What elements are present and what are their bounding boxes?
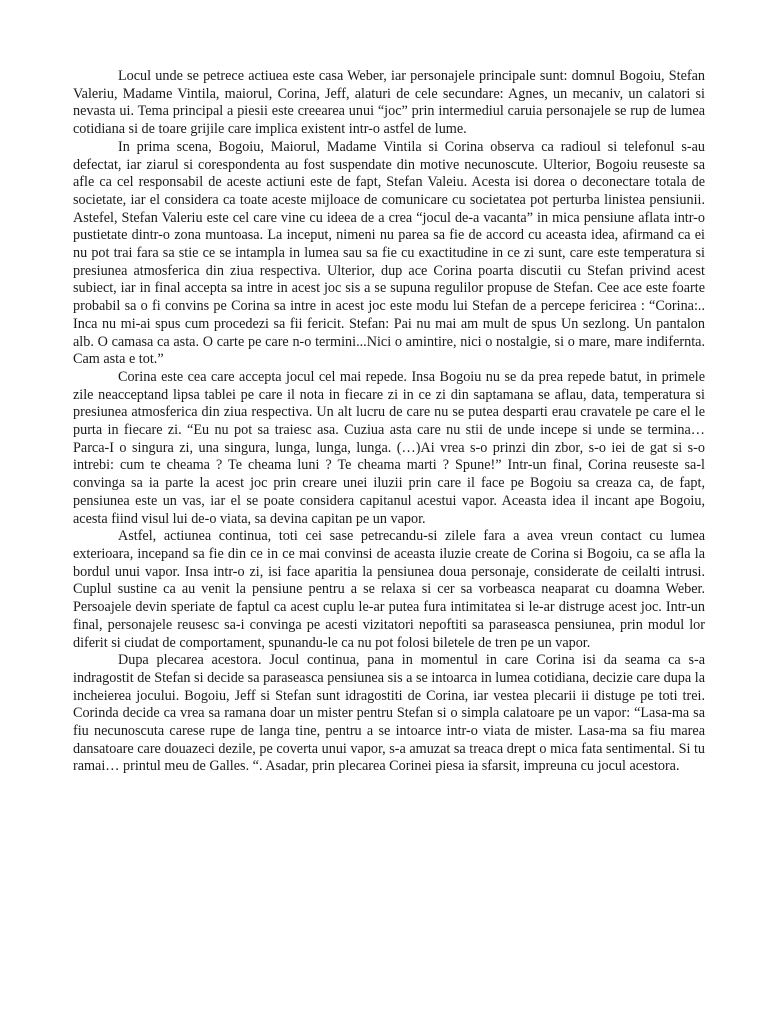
document-body [73, 68, 705, 776]
paragraph-intruders: Astfel, actiunea continua, toti cei sase petrecandu-si zilele fara a avea vreun contact cu lumea exterioara, incepand sa fie din ce in ce mai convinsi de aceasta iluzie create de Corina si Bogoiu, ca se afla la bordul unui vapor. Insa intr-o zi, isi face aparitia la pensiunea doua personaje, considerate de ceilalti intrusi. Cuplul sustine ca au venit la pensiune pentru a se relaxa si cer sa vorbeasca neaparat cu doamna Weber. Persoajele devin speriate de faptul ca acest cuplu le-ar putea fura intimitatea si le-ar distruge acest joc. Intr-un final, personajele reusesc sa-i convinga pe acesti vizitatori nepoftiti sa paraseasca pensiunea, prin modul lor diferit si ciudat de comportament, spunandu-le ca nu pot folosi biletele de tren pe un vapor. [73, 528, 705, 651]
paragraph-ending: Dupa plecarea acestora. Jocul continua, pana in momentul in care Corina isi da seama ca s-a indragostit de Stefan si decide sa paraseasca pensiunea sis a se intoarca in lumea cotidiana, decizie care dupa la incheierea jocului. Bogoiu, Jeff si Stefan sunt idragostiti de Corina, iar vestea plecarii ii distuge pe toti trei. Corinda decide ca vrea sa ramana doar un mister pentru Stefan si o simpla calatoare pe un vapor: “Lasa-ma sa fiu necunoscuta carese rupe de langa tine, pentru a se intoarce intr-o viata de mister. Lasa-ma sa fiu marea dansatoare care douazeci dezile, pe coverta unui vapor, s-a amuzat sa treaca drept o mica fata sentimental. Si tu ramai… printul meu de Galles. “. Asadar, prin plecarea Corinei piesa ia sfarsit, impreuna cu jocul acestora. [73, 652, 705, 775]
paragraph-first-scene: In prima scena, Bogoiu, Maiorul, Madame Vintila si Corina observa ca radioul si telefonul s-au defectat, iar ziarul si corespondenta au fost suspendate din motive necunoscute. Ulterior, Bogoiu reuseste sa afle ca cel responsabil de aceste actiuni este de fapt, Stefan Valeiu. Acesta isi dorea o deconectare totala de societate, iar el considera ca toate aceste mijloace de comunicare cu societatea pot perturba linistea pensiunii. Astefel, Stefan Valeriu este cel care vine cu ideea de a crea “jocul de-a vacanta” in mica pensiune aflata intr-o pustietate dintr-o zona muntoasa. La inceput, nimeni nu parea sa fie de accord cu aceasta idea, afirmand ca ei nu pot trai fara sa stie ce se intampla in lumea sau sa fie cu exactitudine in ce zi sunt, care este temperatura si presiunea atmosferica din ziua respectiva. Ulterior, dup ace Corina poarta discutii cu Stefan privind acest subiect, iar in final accepta sa intre in acest joc sis a se supuna regulilor propuse de Stefan. Cee ace este foarte probabil sa o fi convins pe Corina sa intre in acest joc este modu lui Stefan de a percepe fericirea : “Corina:.. Inca nu mi-ai spus cum procedezi sa fii fericit. Stefan: Pai nu mai am mult de spus Un sezlong. Un pantalon alb. O camasa ca asta. O carte pe care n-o termini...Nici o amintire, nici o nostalgie, si o mare, mare indifernta. Cam asta e tot.” [73, 138, 705, 368]
paragraph-setting: Locul unde se petrece actiuea este casa Weber, iar personajele principale sunt: domnul Bogoiu, Stefan Valeriu, Madame Vintila, maiorul, Corina, Jeff, alaturi de cele secundare: Agnes, un mecaniv, un calatori si nevasta ui. Tema principal a piesii este creearea unui “joc” prin intermediul caruia personajele se rup de lumea cotidiana si de toare grijile care implica existent intr-o astfel de lume. [73, 68, 705, 138]
paragraph-corina-bogoiu: Corina este cea care accepta jocul cel mai repede. Insa Bogoiu nu se da prea repede batut, in primele zile neacceptand lipsa tablei pe care il nota in fiecare zi in ce zi din saptamana se aflau, data, temperatura si presiunea atmosferica din ziua respectiva. Un alt lucru de care nu se putea desparti erau cravatele pe care el le purta in fiecare zi. “Eu nu pot sa traiesc asa. Cuziua asta care nu stii de unde incepe si unde se termina… Parca-I o singura zi, una singura, lunga, lunga, lunga. (…)Ai vrea s-o prinzi din zbor, s-o iei de gat si s-o intrebi: cum te cheama ? Te cheama luni ? Te cheama marti ? Spune!” Intr-un final, Corina reuseste sa-l convinga sa ia parte la acest joc prin creare unei iluzii prin care il face pe Bogoiu sa creaza ca, de fapt, pensiunea este un vas, iar el se poate considera capitanul acestui vapor. Aceasta idea il incant ape Bogoiu, acesta fiind visul lui de-o viata, sa devina capitan pe un vapor. [73, 368, 705, 527]
